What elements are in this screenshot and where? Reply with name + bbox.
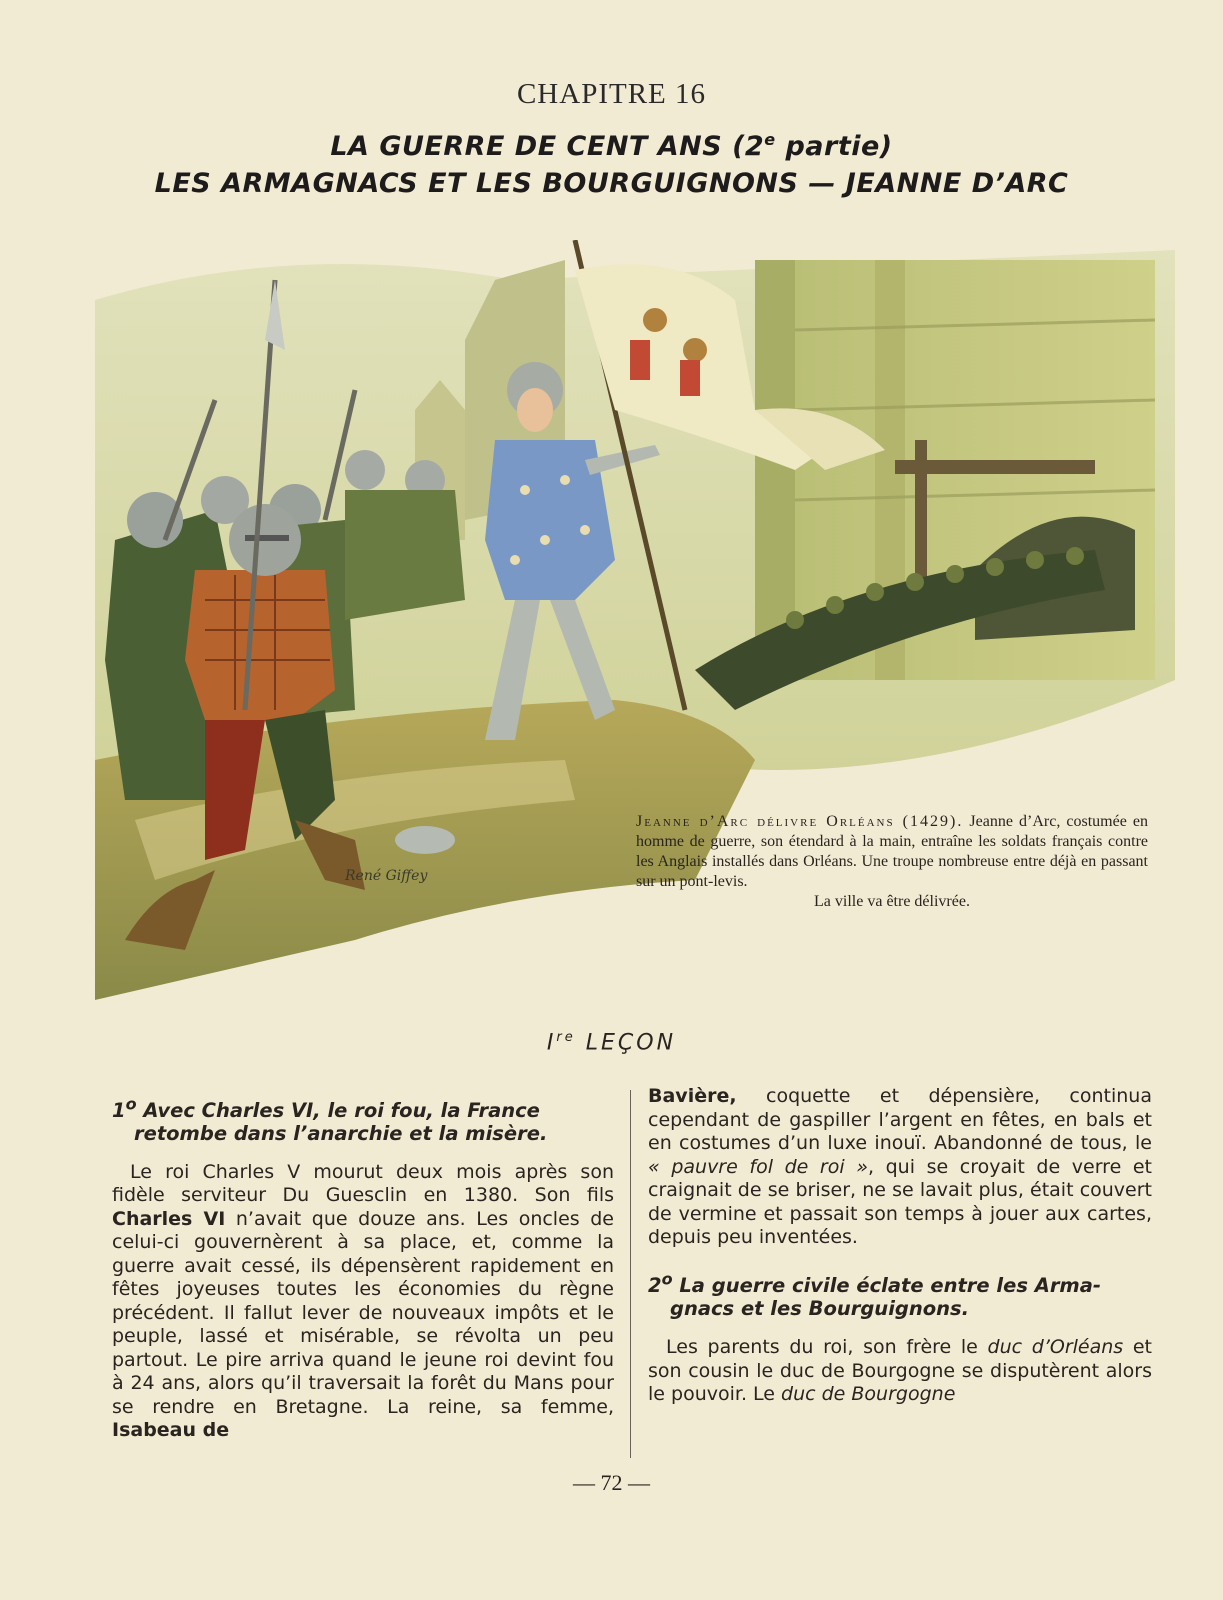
left-column xyxy=(112,1092,614,1443)
caption-last-line: La ville va être délivrée. xyxy=(814,893,970,910)
illustration-signature: René Giffey xyxy=(345,868,428,884)
right-column xyxy=(648,1085,1152,1407)
illustration-caption xyxy=(636,812,1148,912)
chapter-number: CHAPITRE 16 xyxy=(516,78,707,110)
caption-title: Jeanne d’Arc délivre Orléans (1429). xyxy=(636,813,964,830)
section1-heading: 1$^o$ Avec Charles VI, le roi fou, la France retombe dans l’anarchie et la misère. xyxy=(112,1094,548,1145)
chapter-title-line2: LES ARMAGNACS ET LES BOURGUIGNONS — JEANNE D’ARC xyxy=(154,168,1069,199)
page-number: — 72 — xyxy=(573,1470,650,1495)
section1-paragraph-continued: Bavière, coquette et dépensière, continua cependant de gaspiller l’argent en fêtes, en bals et en costumes d’un luxe inouï. Abandonné de tous, le « pauvre fol de roi », qui se croyait de verre et craignait de se briser, ne se lavait plus, était couvert de vermine et passait son temps à jouer aux cartes, depuis peu inventées. xyxy=(648,1085,1152,1248)
caption-body: Jeanne d’Arc, costumée en homme de guerre, son étendard à la main, entraîne les soldats français contre les Anglais installés dans Orléans. Une troupe nombreuse entre déjà en passant sur un pont-levis. xyxy=(636,813,1148,890)
section2-paragraph: Les parents du roi, son frère le duc d’Orléans et son cousin le duc de Bourgogne se disputèrent alors le pouvoir. Le duc de Bourgogne xyxy=(648,1336,1152,1405)
section2-heading: 2$^o$ La guerre civile éclate entre les Arma- gnacs et les Bourguignons. xyxy=(648,1269,1102,1320)
lesson-label: Ire LEÇON xyxy=(546,1030,677,1056)
illustration-jeanne-darc xyxy=(95,240,1175,1070)
section1-paragraph: Le roi Charles V mourut deux mois après son fidèle serviteur Du Guesclin en 1380. Son fils Charles VI n’avait que douze ans. Les oncles de celui-ci gouvernèrent à sa place, et, comme la guerre avait cessé, ils dépensèrent rapidement en fêtes joyeuses toutes les économies du règne précédent. Il fallut lever de nouveaux impôts et le peuple, lassé et misérable, se révolta un peu partout. Le pire arriva quand le jeune roi devint fou à 24 ans, alors qu’il traversait la forêt du Mans pour se rendre en Bretagne. La reine, sa femme, Isabeau de xyxy=(112,1160,614,1441)
column-divider xyxy=(630,1090,631,1458)
chapter-title-line1: LA GUERRE DE CENT ANS (2e partie) xyxy=(330,130,893,162)
